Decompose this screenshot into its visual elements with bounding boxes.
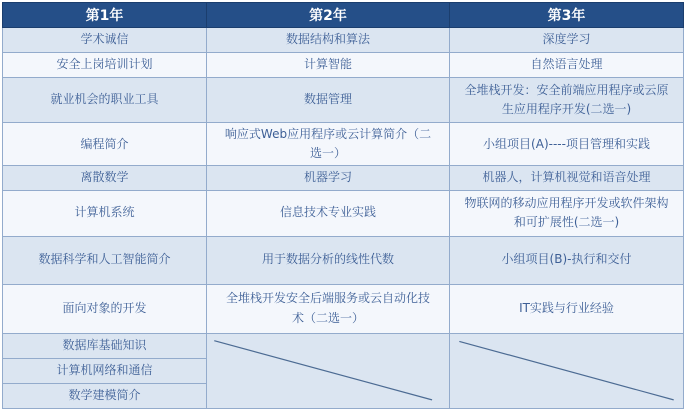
course-cell: 自然语言处理 [450, 53, 684, 78]
crossed-out-cell-year2 [207, 333, 450, 408]
table-row [3, 28, 684, 53]
course-cell: 离散数学 [3, 166, 207, 190]
curriculum-table [2, 2, 684, 409]
year-2-header: 第2年 [207, 3, 450, 28]
course-cell: 计算机系统 [3, 190, 207, 236]
course-cell: 用于数据分析的线性代数 [207, 236, 450, 284]
course-cell: 编程简介 [3, 123, 207, 166]
course-cell: 数据科学和人工智能简介 [3, 236, 207, 284]
course-cell: 小组项目(B)-执行和交付 [450, 236, 684, 284]
table-row [3, 78, 684, 123]
course-cell: 计算智能 [207, 53, 450, 78]
course-cell: 面向对象的开发 [3, 284, 207, 333]
year-1-header: 第1年 [3, 3, 207, 28]
table-row [3, 236, 684, 284]
course-cell: 安全上岗培训计划 [3, 53, 207, 78]
course-cell: 物联网的移动应用程序开发或软件架构和可扩展性(二选一) [450, 190, 684, 236]
course-cell: 机器学习 [207, 166, 450, 190]
course-cell: 深度学习 [450, 28, 684, 53]
table-row [3, 123, 684, 166]
table-row [3, 284, 684, 333]
course-cell: 学术诚信 [3, 28, 207, 53]
curriculum-table-container [2, 2, 684, 409]
course-cell: 数据结构和算法 [207, 28, 450, 53]
course-cell: IT实践与行业经验 [450, 284, 684, 333]
course-cell: 数据管理 [207, 78, 450, 123]
crossed-out-cell-year3 [450, 333, 684, 408]
course-cell: 信息技术专业实践 [207, 190, 450, 236]
course-cell: 全堆栈开发安全后端服务或云自动化技术（二选一） [207, 284, 450, 333]
course-cell: 全堆栈开发：安全前端应用程序或云原生应用程序开发(二选一) [450, 78, 684, 123]
course-cell: 数据库基础知识 [3, 333, 207, 358]
diagonal-strike-icon [450, 334, 683, 408]
diagonal-strike-icon [207, 334, 449, 408]
course-cell: 响应式Web应用程序或云计算简介（二选一） [207, 123, 450, 166]
course-cell: 小组项目(A)----项目管理和实践 [450, 123, 684, 166]
table-header-row [3, 3, 684, 28]
course-cell: 机器人，计算机视觉和语音处理 [450, 166, 684, 190]
year-3-header: 第3年 [450, 3, 684, 28]
course-cell: 就业机会的职业工具 [3, 78, 207, 123]
course-cell: 计算机网络和通信 [3, 358, 207, 383]
course-cell: 数学建模简介 [3, 383, 207, 408]
table-row [3, 166, 684, 190]
table-row [3, 53, 684, 78]
table-row [3, 333, 684, 358]
table-row [3, 190, 684, 236]
